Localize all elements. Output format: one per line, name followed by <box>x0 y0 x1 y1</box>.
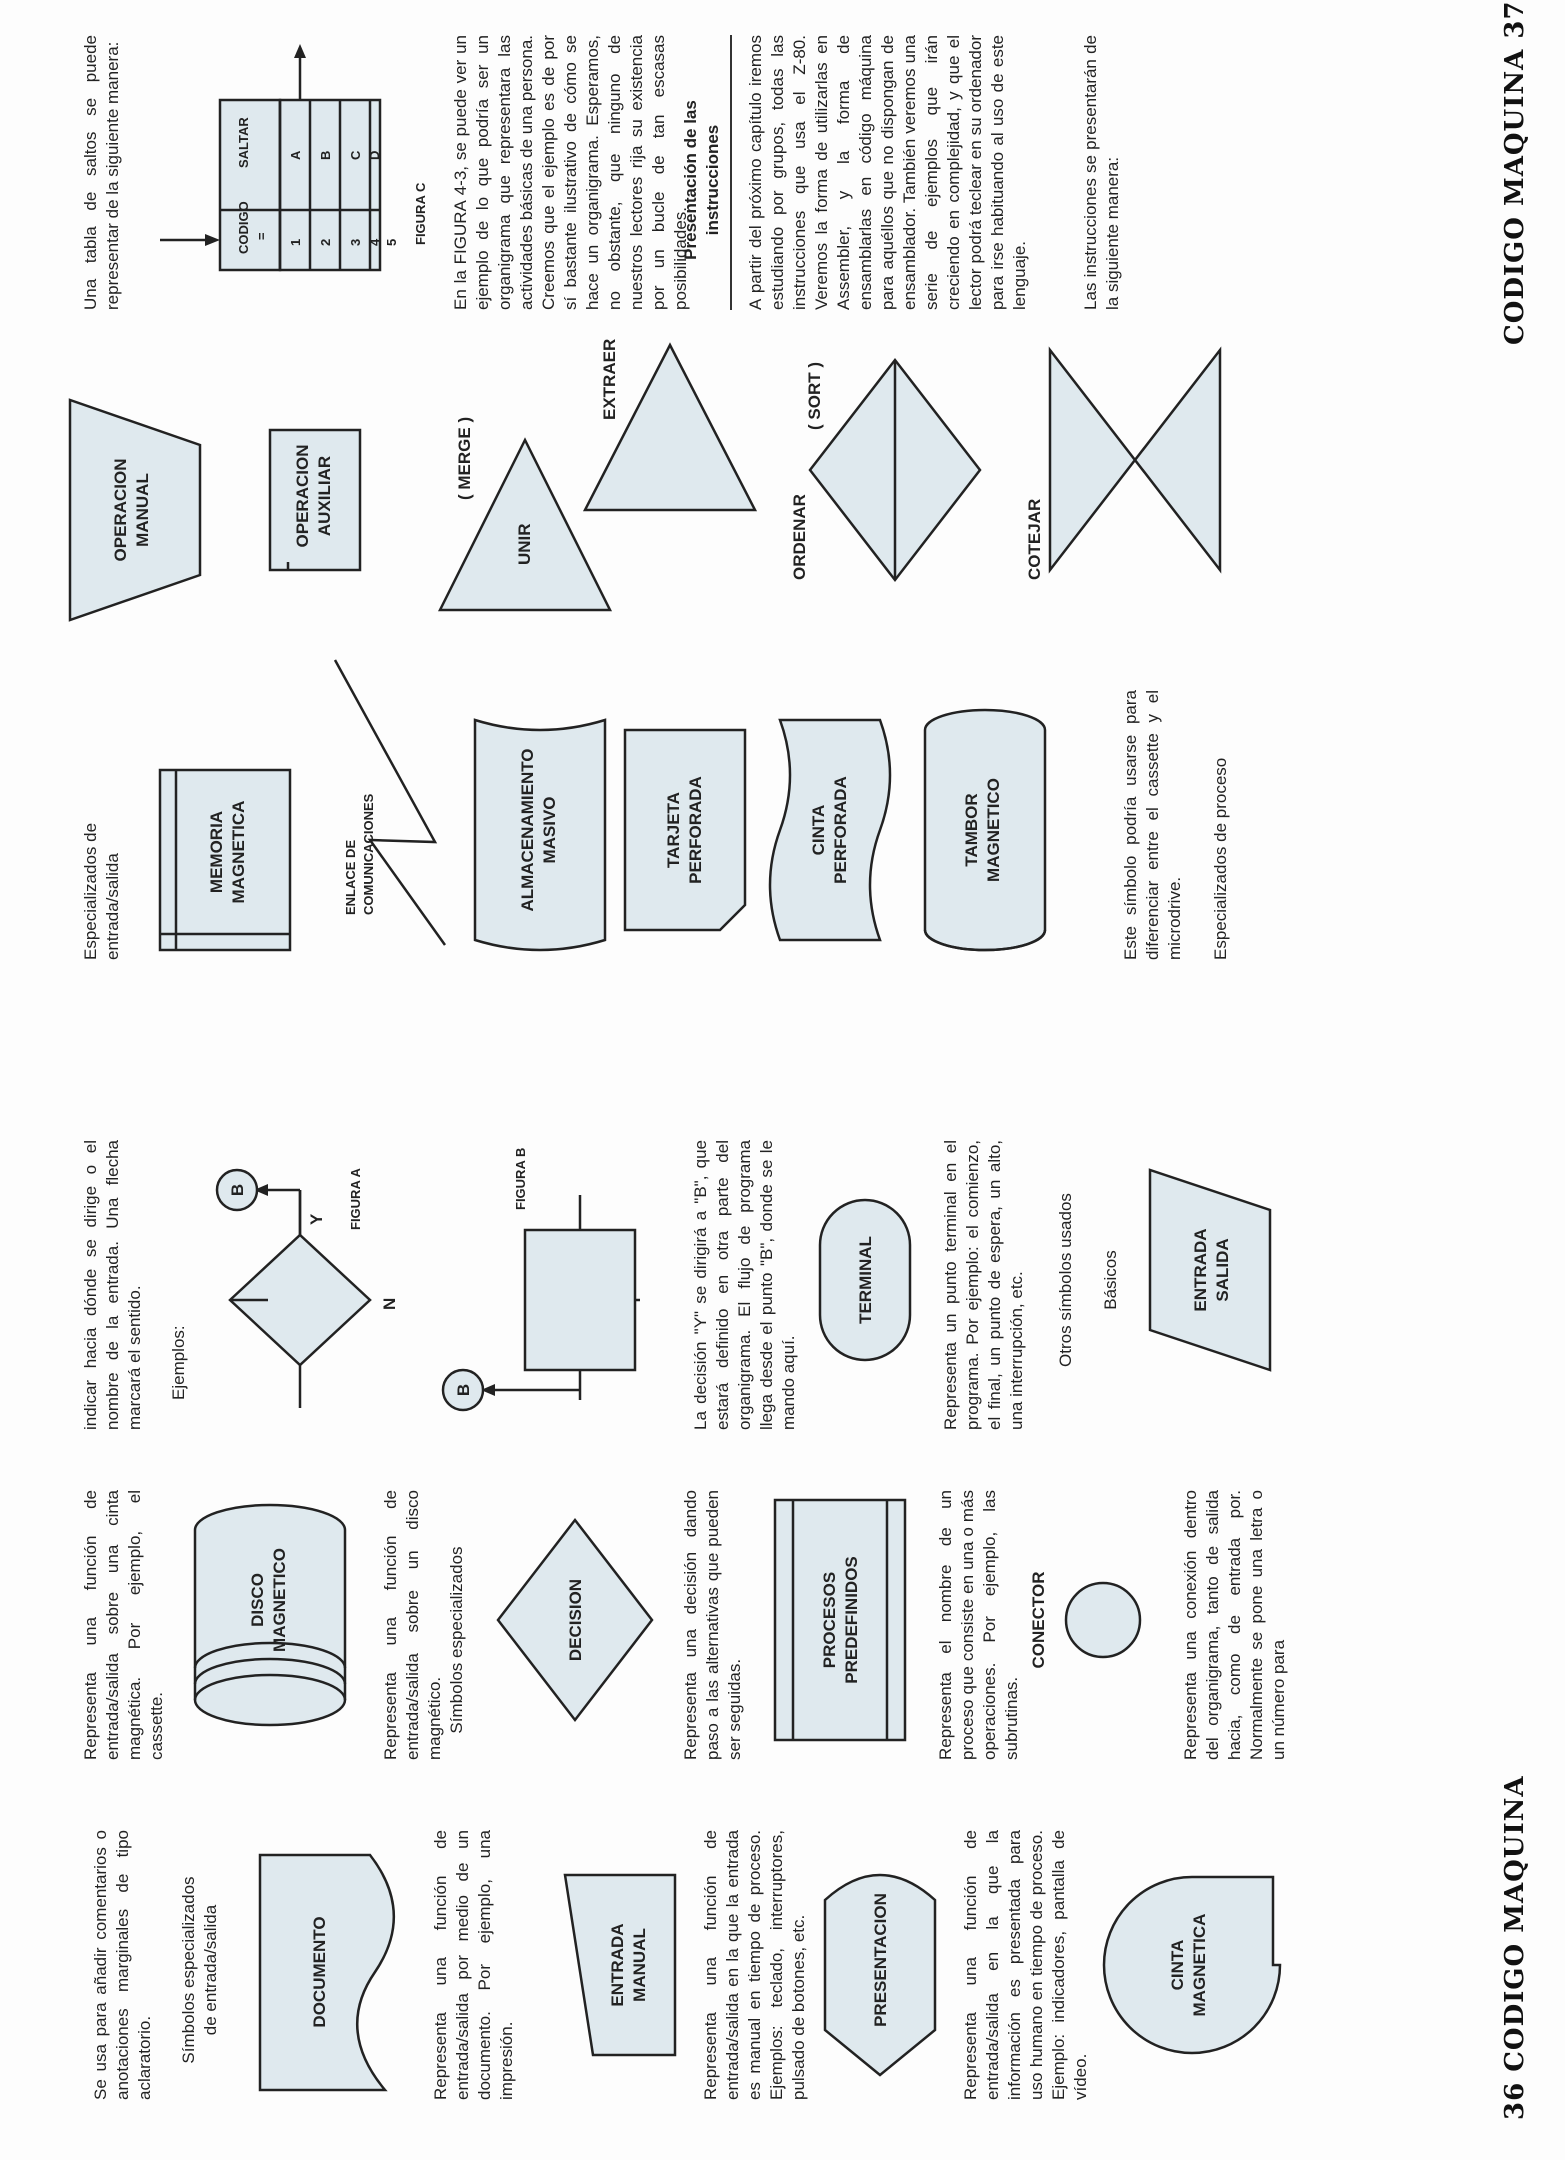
table-letter-a: A <box>288 150 303 160</box>
fig-b-b: B <box>454 1383 473 1397</box>
table-saltar: SALTAR <box>236 117 251 168</box>
section-paragraph-2: Las instrucciones se presentarán de la siguiente manera: <box>1081 35 1122 310</box>
op-aux-label-2: AUXILIAR <box>315 455 334 537</box>
conector-symbol <box>1058 1575 1148 1665</box>
fig-a-y: Y <box>307 1213 326 1225</box>
conector-desc-continued: indicar hacia dónde se dirige o el nombre de la entrada. Una flecha marcará el sentido. <box>81 1140 144 1430</box>
tarjeta-label-2: PERFORADA <box>686 776 705 884</box>
tambor-magnetico-symbol <box>905 700 1065 960</box>
comment-symbol-text: Se usa para añadir comentarios o anotaciones marginales de tipo aclaratorio. <box>91 1830 154 2100</box>
table-num-3: 3 <box>348 238 363 246</box>
procesos-label-2: PREDEFINIDOS <box>842 1556 861 1684</box>
figura-b-caption: FIGURA B <box>513 1147 528 1210</box>
disco-desc: Representa una función de entrada/salida sobre un disco magnético. <box>381 1490 444 1760</box>
presentacion-label: PRESENTACION <box>871 1893 890 2027</box>
cotejar-symbol <box>1025 330 1240 590</box>
right-folio: CODIGO MAQUINA 37 <box>1500 0 1530 345</box>
table-num-4: 4 <box>367 238 382 246</box>
figura-43-desc: En la FIGURA 4-3, se puede ver un ejemplo de lo que podría ser un organigrama que representara las actividades básicas de una persona. Creemos que el ejemplo es de por sí bastante ilustrativo de cómo se hace un organigrama. Esperamos, no obstante, que ninguno de nuestros lectores rija su existencia por un bucle de tan escasas posibilidades. <box>451 34 690 310</box>
tarjeta-label-1: TARJETA <box>664 792 683 868</box>
tarjeta-perforada-symbol <box>615 720 755 940</box>
conector-label: CONECTOR <box>1029 1571 1048 1669</box>
left-folio: 36 CODIGO MAQUINA <box>1500 1775 1530 2120</box>
sort-label: ( SORT ) <box>805 362 824 430</box>
tambor-label-1: TAMBOR <box>962 793 981 867</box>
procesos-desc: Representa el nombre de un proceso que consiste en una o más operaciones. Por ejemplo, las subrutinas. <box>936 1490 1021 1760</box>
table-letter-b: B <box>318 150 333 160</box>
documento-symbol <box>250 1840 410 2100</box>
disco-label-2: MAGNETICO <box>270 1548 289 1652</box>
section-title: Presentación de las instrucciones <box>681 100 722 260</box>
cinta-magnetica-desc: Representa una función de entrada/salida sobre una cinta magnética. Por ejemplo, el cassette. <box>81 1490 166 1760</box>
table-num-1: 1 <box>288 238 303 246</box>
decision-symbol <box>490 1510 660 1730</box>
unir-label: UNIR <box>515 523 534 565</box>
cinta-magnetica-label-2: MAGNETICA <box>1190 1913 1209 2017</box>
table-letter-c: C <box>348 150 363 160</box>
otros-simbolos: Otros símbolos usados <box>1056 1193 1075 1367</box>
fig-a-b: B <box>228 1183 247 1197</box>
figura-a <box>210 1110 420 1430</box>
terminal-label: TERMINAL <box>856 1236 875 1324</box>
extraer-label: EXTRAER <box>600 338 619 420</box>
table-letter-d: D <box>367 150 382 160</box>
procesos-label-1: PROCESOS <box>820 1571 839 1669</box>
presentacion-desc: Representa una función de entrada/salida en la que la información es presentada para uso humano en tiempo de proceso. Ejemplo: indicadores, pantalla de vídeo. <box>961 1830 1090 2100</box>
almacenamiento-label-2: MASIVO <box>540 796 559 864</box>
figura-a-caption: FIGURA A <box>348 1168 363 1230</box>
entrada-manual-label-2: MANUAL <box>630 1928 649 2002</box>
cinta-perforada-label-1: CINTA <box>809 804 828 856</box>
entrada-salida-label-1: ENTRADA <box>1191 1228 1210 1312</box>
extraer-symbol <box>575 320 765 530</box>
enlace-label-2: COMUNICACIONES <box>361 793 376 915</box>
entrada-salida-label-2: SALIDA <box>1213 1238 1232 1302</box>
simbolos-especializados-heading: Símbolos especializados <box>447 1546 466 1734</box>
op-aux-label-1: OPERACION <box>293 444 312 548</box>
cotejar-label: COTEJAR <box>1025 498 1044 580</box>
conector-desc: Representa una conexión dentro del organigrama, tanto de salida hacia, como de entrada por. Normalmente se pone una letra o un número para <box>1181 1490 1288 1760</box>
ordenar-label: ORDENAR <box>790 494 809 580</box>
almacenamiento-label-1: ALMACENAMIENTO <box>518 748 537 912</box>
cinta-magnetica-symbol <box>1085 1845 1305 2065</box>
entrada-manual-desc: Representa una función de entrada/salida en la que la entrada es manual en tiempo de proceso. Ejemplos: teclado, interruptores, pulsado de botones, etc. <box>701 1830 808 2100</box>
table-codigo: CODIGO <box>236 201 251 254</box>
especializados-proceso-heading: Especializados de proceso <box>1211 757 1230 960</box>
decision-label: DECISION <box>566 1578 585 1662</box>
terminal-desc: Representa un punto terminal en el programa. Por ejemplo: el comienzo, el final, un punto de espera, un alto, una interrupción, etc. <box>941 1140 1026 1430</box>
table-num-2: 2 <box>318 238 333 246</box>
cinta-perforada-label-2: PERFORADA <box>831 776 850 884</box>
fig-b-desc: La decisión "Y" se dirigirá a "B", que estará definido en otra parte del organigrama. El flujo de programa llega desde el punto "B", donde se le mando aquí. <box>691 1140 798 1430</box>
entrada-manual-label-1: ENTRADA <box>608 1923 627 2007</box>
enlace-label-1: ENLACE DE <box>343 839 358 915</box>
figura-b <box>435 1100 665 1430</box>
section-paragraph-1: A partir del próximo capítulo iremos estudiando por grupos, todas las instrucciones que usa el Z-80. Veremos la forma de utilizarlas en Assembler, y la forma de ensamblarlas en código máquina para aquéllos que no dispongan de ensamblador. También veremos una serie de ejemplos que irán creciendo en complejidad, y que el lector podrá teclear en su ordenador para irse habituando al uso de este lenguaje. <box>746 35 1029 310</box>
section-title-rule <box>730 35 732 310</box>
disco-magnetico-symbol <box>185 1500 355 1740</box>
memoria-label-1: MEMORIA <box>207 810 226 894</box>
table-num-5: 5 <box>384 238 399 246</box>
especializados-es-heading: Especializados de entrada/salida <box>81 822 122 960</box>
terminal-symbol <box>810 1190 920 1370</box>
section-heading-es: Símbolos especializados de entrada/salida <box>179 1876 220 2064</box>
ejemplos-label: Ejemplos: <box>169 1325 188 1400</box>
memoria-magnetica-symbol <box>150 760 300 960</box>
figura-c-caption: FIGURA C <box>413 182 428 245</box>
fig-a-n: N <box>380 1297 399 1310</box>
op-manual-label-1: OPERACION <box>111 458 130 562</box>
operacion-manual-symbol <box>60 390 210 630</box>
documento-label: DOCUMENTO <box>310 1916 329 2028</box>
disco-label-1: DISCO <box>248 1573 267 1627</box>
ordenar-symbol <box>790 340 1000 600</box>
figura-c-table <box>160 30 399 280</box>
tambor-label-2: MAGNETICO <box>984 778 1003 882</box>
cinta-magnetica-label-1: CINTA <box>1168 1939 1187 1991</box>
almacenamiento-masivo-symbol <box>465 700 615 960</box>
procesos-predefinidos-symbol <box>765 1490 915 1750</box>
entrada-salida-symbol <box>1140 1160 1280 1380</box>
op-manual-label-2: MANUAL <box>133 473 152 547</box>
tambor-desc: Este símbolo podría usarse para diferenciar entre el cassette y el microdrive. <box>1121 690 1184 960</box>
entrada-manual-symbol <box>555 1865 685 2065</box>
enlace-comunicaciones-symbol <box>315 630 465 960</box>
cinta-perforada-symbol <box>760 710 900 950</box>
documento-desc: Representa una función de entrada/salida por medio de un documento. Por ejemplo, una impresión. <box>431 1830 516 2100</box>
decision-desc: Representa una decisión dando paso a las alternativas que pueden ser seguidas. <box>681 1490 744 1760</box>
table-eq: = <box>254 232 269 240</box>
tabla-saltos-intro: Una tabla de saltos se puede representar de la siguiente manera: <box>81 35 122 310</box>
basicos-label: Básicos <box>1101 1250 1120 1310</box>
memoria-label-2: MAGNETICA <box>229 800 248 904</box>
operacion-auxiliar-symbol <box>260 420 370 580</box>
merge-label: ( MERGE ) <box>455 416 474 500</box>
presentacion-symbol <box>815 1845 945 2085</box>
